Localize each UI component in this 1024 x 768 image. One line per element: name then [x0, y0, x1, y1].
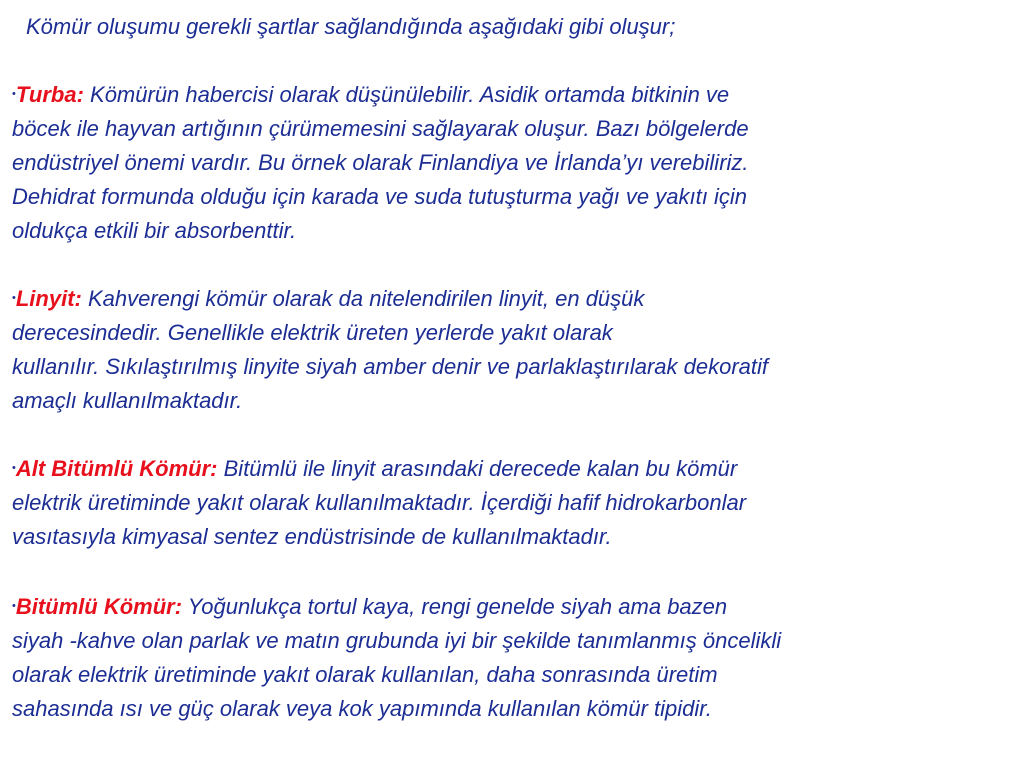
section-line: Kahverengi kömür olarak da nitelendirilen linyit, en düşük [81, 286, 645, 311]
section-first-line [12, 590, 1016, 624]
section-line: Kömürün habercisi olarak düşünülebilir. Asidik ortamda bitkinin ve [83, 82, 730, 107]
section-line: siyah -kahve olan parlak ve matın grubunda iyi bir şekilde tanımlanmış öncelikli [12, 628, 782, 653]
section-line: Bitümlü ile linyit arasındaki derecede kalan bu kömür [217, 456, 738, 481]
bullet-icon: • [12, 600, 16, 613]
bullet-icon: • [12, 88, 16, 101]
section-line: kullanılır. Sıkılaştırılmış linyite siyah amber denir ve parlaklaştırılarak dekoratif [12, 354, 769, 379]
section-line: vasıtasıyla kimyasal sentez endüstrisinde de kullanılmaktadır. [12, 524, 612, 549]
section-first-line [12, 282, 1016, 316]
section-first-line [12, 78, 1016, 112]
term-label: Linyit: [15, 286, 82, 311]
section-line: oldukça etkili bir absorbenttir. [12, 218, 297, 243]
term-label: Turba: [15, 82, 84, 107]
section-linyit [12, 282, 1016, 418]
section-line: elektrik üretiminde yakıt olarak kullanılmaktadır. İçerdiği hafif hidrokarbonlar [12, 490, 747, 515]
section-line: endüstriyel önemi vardır. Bu örnek olarak Finlandiya ve İrlanda’yı verebiliriz. [12, 150, 749, 175]
bullet-icon: • [12, 292, 16, 305]
section-line: sahasında ısı ve güç olarak veya kok yapımında kullanılan kömür tipidir. [12, 696, 712, 721]
section-alt-bitumlu [12, 452, 1016, 554]
section-bitumlu [12, 590, 1016, 726]
section-line: olarak elektrik üretiminde yakıt olarak kullanılan, daha sonrasında üretim [12, 662, 718, 687]
section-first-line [12, 452, 1016, 486]
term-label: Alt Bitümlü Kömür: [15, 456, 218, 481]
section-line: böcek ile hayvan artığının çürümemesini sağlayarak oluşur. Bazı bölgelerde [12, 116, 749, 141]
section-turba [12, 78, 1016, 248]
section-line: derecesindedir. Genellikle elektrik üreten yerlerde yakıt olarak [12, 320, 613, 345]
term-label: Bitümlü Kömür: [15, 594, 183, 619]
section-line: amaçlı kullanılmaktadır. [12, 388, 243, 413]
intro-text: Kömür oluşumu gerekli şartlar sağlandığında aşağıdaki gibi oluşur; [26, 14, 676, 39]
section-line: Dehidrat formunda olduğu için karada ve suda tutuşturma yağı ve yakıtı için [12, 184, 747, 209]
section-line: Yoğunlukça tortul kaya, rengi genelde siyah ama bazen [182, 594, 728, 619]
bullet-icon: • [12, 462, 16, 475]
